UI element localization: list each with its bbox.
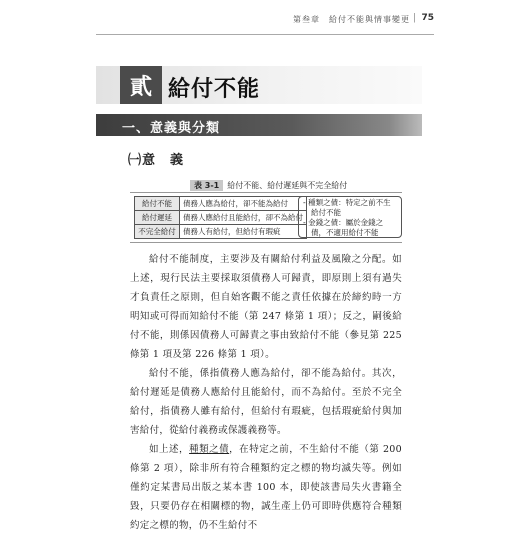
row-description: 債務人應給付且能給付，卻不為給付 xyxy=(180,211,307,225)
table-caption xyxy=(190,180,347,191)
row-label: 給付不能 xyxy=(135,197,180,211)
chapter-title: 第叁章 給付不能與情事變更 xyxy=(293,15,410,24)
table-bottom-rule xyxy=(130,242,402,243)
table-row xyxy=(135,211,307,225)
section-title: 給付不能 xyxy=(168,77,261,102)
table-row xyxy=(135,197,307,211)
paragraph-lead: 如上述， xyxy=(149,444,190,455)
point-heading: ㈠意 義 xyxy=(128,153,185,168)
paragraph-rest: ，在特定之前，不生給付不能（第 200 條第 2 項），除非所有符合種類約定之標的物均滅失等。例如僅約定某書局出版之某本書 100 本，即使該書局失火書籍全毀，只要仍存在相關標的物，誠生產上仍可即時供應符合種類約定之標的物，仍不生給付不 xyxy=(130,444,402,531)
header-rule xyxy=(96,34,434,35)
section-number-badge: 貳 xyxy=(120,66,162,104)
page-number: 75 xyxy=(421,13,434,23)
paragraph: 給付不能，係指債務人應為給付，卻不能為給付。其次，給付遲延是債務人應給付且能給付，而不為給付。至於不完全給付，指債務人雖有給付，但給付有瑕疵，包括瑕疵給付與加害給付，從給付義務或保護義務等。 xyxy=(130,368,402,436)
table-row xyxy=(135,225,307,239)
header-separator: | xyxy=(412,13,416,23)
row-label: 給付遲延 xyxy=(135,211,180,225)
table-caption-text: 給付不能、給付遲延與不完全給付 xyxy=(227,181,348,190)
row-description: 債務人有給付，但給付有瑕疵 xyxy=(180,225,307,239)
row-label: 不完全給付 xyxy=(135,225,180,239)
underlined-term: 種類之債 xyxy=(189,444,230,455)
paragraph: 給付不能制度，主要涉及有關給付利益及風險之分配。如上述，現行民法主要採取須債務人可歸責，即原則上須有過失才負責任之原則，但自始客觀不能之責任依據在於締約時一方明知或可得而知給付不能（第 247 條第 1 項）；反之，嗣後給付不能，則係因債務人可歸責之事由致給付不能（參見第 225 條第 1 項及第 226 條第 1 項）。 xyxy=(130,254,402,360)
paragraph xyxy=(130,440,402,535)
table-notes-box xyxy=(298,196,402,238)
body-text xyxy=(130,250,402,535)
note-item: - 種類之債：特定之前不生給付不能 xyxy=(303,198,391,217)
row-description: 債務人應為給付，卻不能為給付 xyxy=(180,197,307,211)
subsection-title: 一、意義與分類 xyxy=(122,121,221,136)
note-item: - 金錢之債：屬於金錢之債，不適用給付不能 xyxy=(303,218,384,237)
comparison-table xyxy=(134,196,307,239)
running-header xyxy=(0,14,520,34)
table-top-rule xyxy=(130,192,402,193)
table-number: 表 3-1 xyxy=(190,180,223,191)
